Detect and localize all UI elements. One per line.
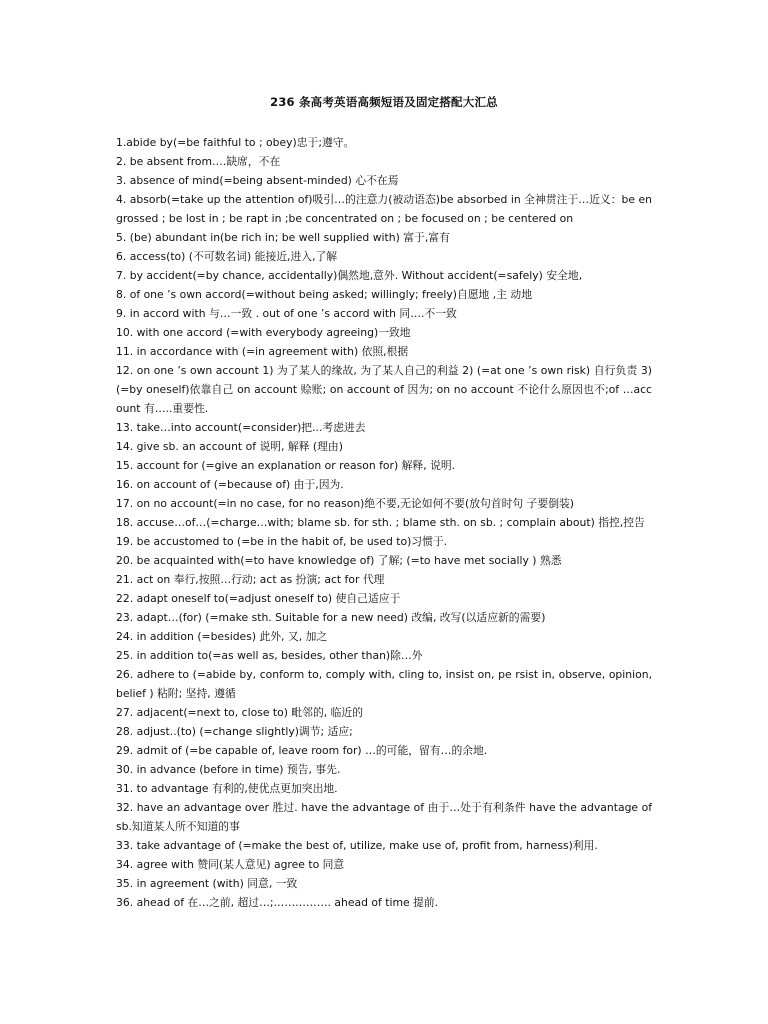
phrase-entry: 36. ahead of 在…之前, 超过…;……………. ahead of time 提前. [116,896,439,909]
phrase-entry: 6. access(to) (不可数名词) 能接近,进入,了解 [116,250,338,263]
phrase-entry: 27. adjacent(=next to, close to) 毗邻的, 临近的 [116,706,364,719]
phrase-entry: 5. (be) abundant in(be rich in; be well supplied with) 富于,富有 [116,231,450,244]
phrase-entry: 4. absorb(=take up the attention of)吸引…的注意力(被动语态)be absorbed in 全神贯注于…近义：be engrossed ; be lost in ; be rapt in ;be concentrated on ; be focused on ; be centered on [116,193,652,225]
phrase-entry: 9. in accord with 与…一致 . out of one ’s accord with 同….不一致 [116,307,457,320]
phrase-entry: 10. with one accord (=with everybody agreeing)一致地 [116,326,411,339]
phrase-entry: 25. in addition to(=as well as, besides, other than)除…外 [116,649,423,662]
phrase-entry: 21. act on 奉行,按照…行动; act as 扮演; act for 代理 [116,573,385,586]
phrase-entry: 13. take…into account(=consider)把...考虑进去 [116,421,366,434]
phrase-entry: 3. absence of mind(=being absent-minded) 心不在焉 [116,174,399,187]
phrase-entry: 1.abide by(=be faithful to ; obey)忠于;遵守。 [116,136,355,149]
phrase-entry: 16. on account of (=because of) 由于,因为. [116,478,344,491]
phrase-entry: 35. in agreement (with) 同意, 一致 [116,877,298,890]
phrase-entry: 31. to advantage 有利的,使优点更加突出地. [116,782,338,795]
phrase-entry: 33. take advantage of (=make the best of, utilize, make use of, profit from, harness)利用. [116,839,598,852]
phrase-entry: 24. in addition (=besides) 此外, 又, 加之 [116,630,328,643]
phrase-entry: 14. give sb. an account of 说明, 解释 (理由) [116,440,343,453]
phrase-list [116,133,652,912]
phrase-entry: 8. of one ’s own accord(=without being asked; willingly; freely)自愿地 ,主 动地 [116,288,533,301]
phrase-entry: 26. adhere to (=abide by, conform to, comply with, cling to, insist on, pe rsist in, observe, opinion, belief ) 粘附; 坚持, 遵循 [116,668,652,700]
phrase-entry: 7. by accident(=by chance, accidentally)偶然地,意外. Without accident(=safely) 安全地, [116,269,583,282]
phrase-entry: 2. be absent from….缺席，不在 [116,155,281,168]
phrase-entry: 32. have an advantage over 胜过. have the advantage of 由于…处于有利条件 have the advantage of sb.知道某人所不知道的事 [116,801,652,833]
phrase-entry: 23. adapt…(for) (=make sth. Suitable for a new need) 改编, 改写(以适应新的需要) [116,611,546,624]
phrase-entry: 22. adapt oneself to(=adjust oneself to) 使自己适应于 [116,592,401,605]
phrase-entry: 28. adjust..(to) (=change slightly)调节; 适应; [116,725,353,738]
phrase-entry: 30. in advance (before in time) 预告, 事先. [116,763,341,776]
phrase-entry: 18. accuse…of…(=charge…with; blame sb. for sth. ; blame sth. on sb. ; complain about) 指控,控告 [116,516,645,529]
phrase-entry: 15. account for (=give an explanation or reason for) 解释, 说明. [116,459,456,472]
phrase-entry: 34. agree with 赞同(某人意见) agree to 同意 [116,858,345,871]
phrase-entry: 11. in accordance with (=in agreement with) 依照,根据 [116,345,409,358]
phrase-entry: 17. on no account(=in no case, for no reason)绝不要,无论如何不要(放句首时句 子要倒装) [116,497,575,510]
phrase-entry: 19. be accustomed to (=be in the habit of, be used to)习惯于. [116,535,448,548]
document-title: 236 条高考英语高频短语及固定搭配大汇总 [270,95,498,109]
phrase-entry: 20. be acquainted with(=to have knowledge of) 了解; (=to have met socially ) 熟悉 [116,554,562,567]
phrase-entry: 29. admit of (=be capable of, leave room for) …的可能，留有…的余地. [116,744,488,757]
phrase-entry: 12. on one ’s own account 1) 为了某人的缘故, 为了某人自己的利益 2) (=at one ’s own risk) 自行负责 3) (=by oneself)依靠自己 on account 赊账; on account of 因为; on no account 不论什么原因也不;of …account 有…..重要性. [116,364,652,415]
